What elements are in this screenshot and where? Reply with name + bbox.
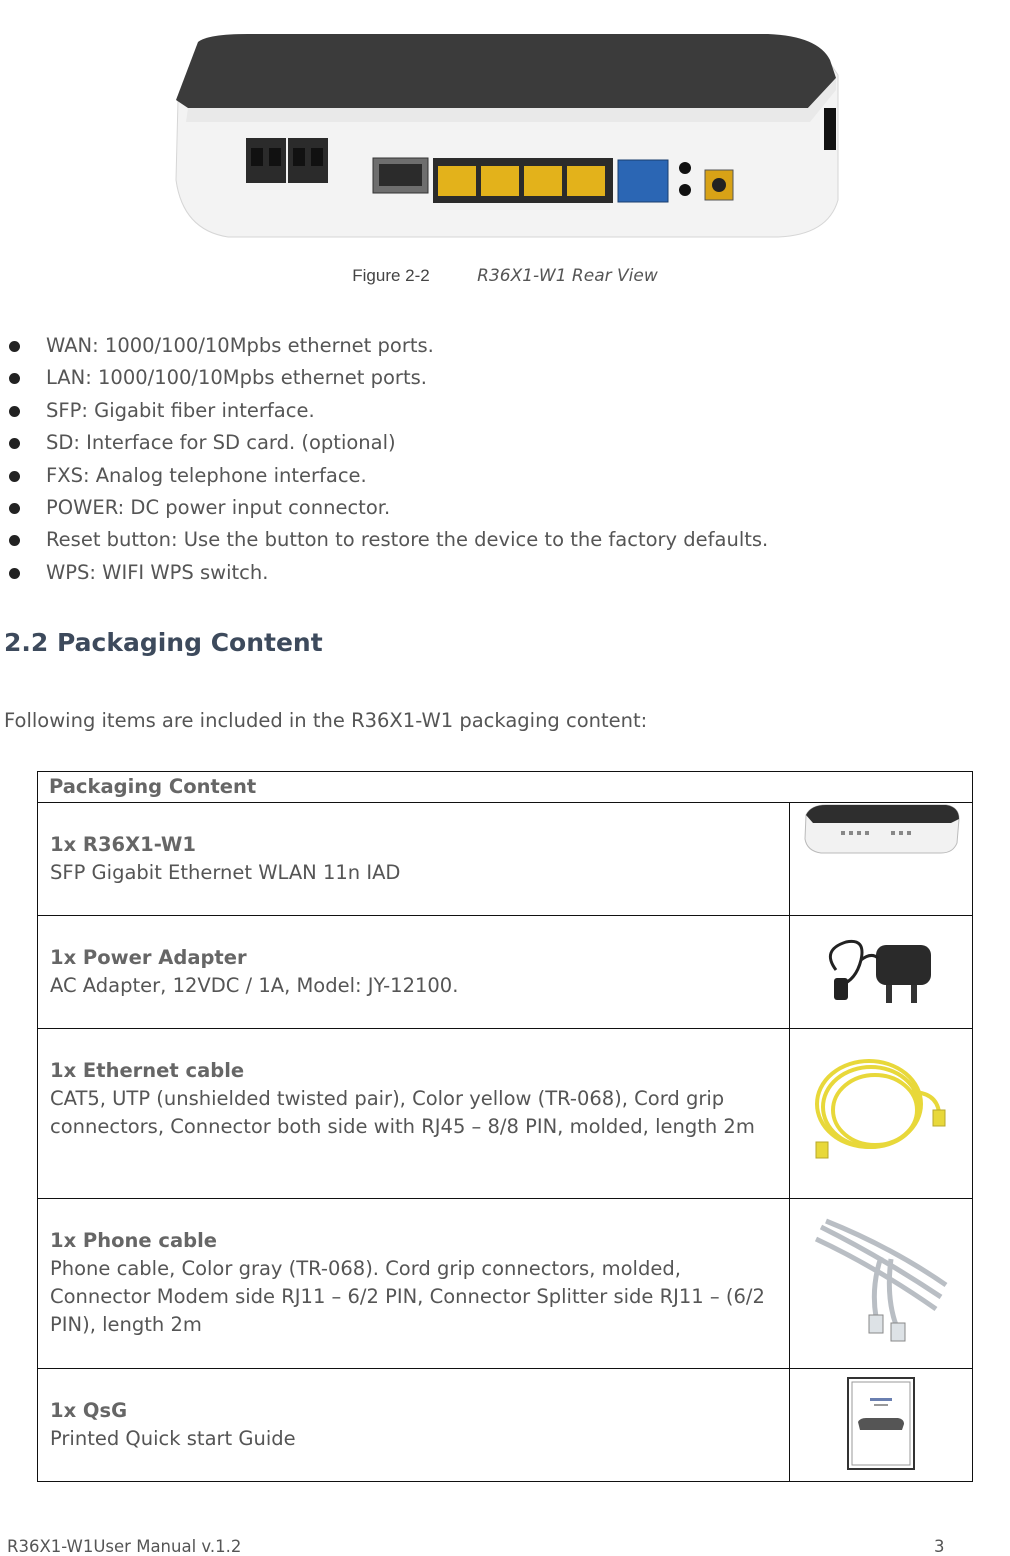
table-row <box>38 1369 973 1482</box>
ethernet-cable-cell <box>790 1029 973 1199</box>
section-intro: Following items are included in the R36X1-W1 packaging content: <box>4 709 648 732</box>
table-row <box>38 916 973 1029</box>
table-header: Packaging Content <box>38 772 973 803</box>
item-description: SFP Gigabit Ethernet WLAN 11n IAD <box>50 861 401 884</box>
table-row <box>38 1029 973 1199</box>
item-cell <box>38 1029 790 1199</box>
table-header-row <box>38 772 973 803</box>
figure-title: R36X1-W1 Rear View <box>477 266 658 286</box>
figure-label: Figure 2-2 <box>352 266 430 285</box>
footer-manual-title: R36X1-W1User Manual v.1.2 <box>7 1537 242 1556</box>
item-title: 1x R36X1-W1 <box>50 833 196 856</box>
bullet-icon <box>9 373 20 384</box>
bullet-icon <box>9 406 20 417</box>
item-description: Phone cable, Color gray (TR-068). Cord grip connectors, molded, Connector Modem side RJ11 – 6/2 PIN, Connector Splitter side RJ11 – (6/2 PIN), length 2m <box>50 1257 765 1336</box>
list-item: POWER: DC power input connector. <box>0 492 768 524</box>
ethernet-cable-image <box>811 1052 951 1172</box>
item-description: Printed Quick start Guide <box>50 1427 296 1450</box>
item-title: 1x Ethernet cable <box>50 1059 245 1082</box>
bullet-icon <box>9 438 20 449</box>
phone-cable-cell <box>790 1199 973 1369</box>
item-title: 1x QsG <box>50 1399 128 1422</box>
list-item: WAN: 1000/100/10Mpbs ethernet ports. <box>0 330 768 362</box>
figure-caption <box>0 266 1010 286</box>
list-item: WPS: WIFI WPS switch. <box>0 557 768 589</box>
item-cell <box>38 1369 790 1482</box>
footer-page-number: 3 <box>934 1537 945 1556</box>
section-heading: 2.2 Packaging Content <box>4 628 323 657</box>
item-cell <box>38 803 790 916</box>
power-adapter-image <box>816 930 946 1010</box>
list-item: SD: Interface for SD card. (optional) <box>0 427 768 459</box>
bullet-icon <box>9 568 20 579</box>
list-item: Reset button: Use the button to restore the device to the factory defaults. <box>0 524 768 556</box>
router-thumbnail-cell <box>790 803 973 916</box>
phone-cable-image <box>811 1217 951 1347</box>
item-cell <box>38 1199 790 1369</box>
interface-list <box>0 330 768 589</box>
item-description: CAT5, UTP (unshielded twisted pair), Color yellow (TR-068), Cord grip connectors, Connector both side with RJ45 – 8/8 PIN, molded, length 2m <box>50 1087 755 1138</box>
table-row <box>38 803 973 916</box>
quick-start-guide-image <box>846 1376 916 1471</box>
item-description: AC Adapter, 12VDC / 1A, Model: JY-12100. <box>50 974 459 997</box>
bullet-icon <box>9 503 20 514</box>
bullet-icon <box>9 341 20 352</box>
item-title: 1x Power Adapter <box>50 946 247 969</box>
router-thumbnail-image <box>801 803 961 855</box>
router-rear-view-image <box>168 30 843 245</box>
table-row <box>38 1199 973 1369</box>
list-item: SFP: Gigabit fiber interface. <box>0 395 768 427</box>
power-adapter-cell <box>790 916 973 1029</box>
quick-start-guide-cell <box>790 1369 973 1482</box>
item-title: 1x Phone cable <box>50 1229 217 1252</box>
list-item: FXS: Analog telephone interface. <box>0 460 768 492</box>
list-item: LAN: 1000/100/10Mpbs ethernet ports. <box>0 362 768 394</box>
packaging-table <box>37 771 973 1482</box>
item-cell <box>38 916 790 1029</box>
bullet-icon <box>9 471 20 482</box>
bullet-icon <box>9 535 20 546</box>
